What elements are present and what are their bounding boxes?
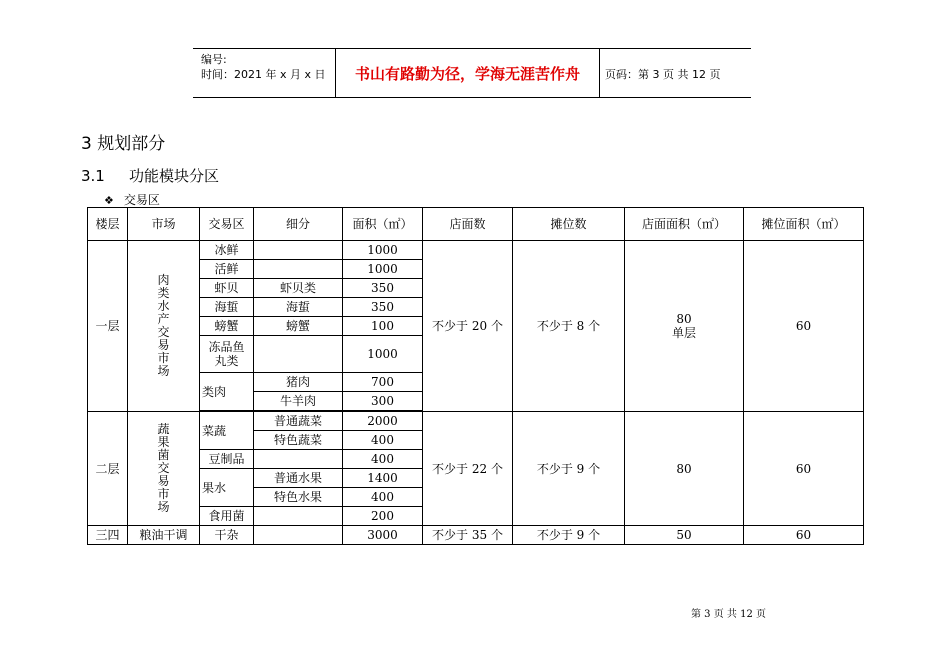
stall-area-cell: 60 [744, 526, 864, 545]
zone-cell: 干杂 [200, 526, 254, 545]
number-label: 编号: [201, 53, 227, 66]
subsection-title: 功能模块分区 [129, 167, 220, 185]
page-header [193, 48, 751, 98]
store-area-cell: 80 [625, 412, 744, 526]
bullet-item [104, 191, 160, 208]
table-row [88, 412, 864, 431]
zone-cell: 果水 [200, 469, 254, 507]
area-cell: 700 [343, 373, 423, 392]
stalls-cell: 不少于 8 个 [513, 241, 625, 412]
column-header: 楼层 [88, 208, 128, 241]
stalls-cell: 不少于 9 个 [513, 412, 625, 526]
zone-cell: 海蜇 [200, 298, 254, 317]
header-motto: 书山有路勤为径，学海无涯苦作舟 [354, 65, 580, 83]
zone-table [87, 207, 864, 545]
sub-cell: 海蜇 [254, 298, 343, 317]
column-header: 摊位数 [513, 208, 625, 241]
header-page-label: 页码：第 3 页 共 12 页 [605, 68, 721, 81]
area-cell: 2000 [343, 412, 423, 431]
section-heading: 3 规划部分 [81, 134, 166, 154]
column-header: 店面数 [423, 208, 513, 241]
area-cell: 300 [343, 392, 423, 411]
area-cell: 1000 [343, 260, 423, 279]
floor-cell: 三四 [88, 526, 128, 545]
area-cell: 400 [343, 488, 423, 507]
table-header-row [88, 208, 864, 241]
zone-cell: 虾贝 [200, 279, 254, 298]
stores-cell: 不少于 20 个 [423, 241, 513, 412]
sub-cell: 特色蔬菜 [254, 431, 343, 450]
area-cell: 100 [343, 317, 423, 336]
store-area-note: 单层 [671, 326, 696, 340]
stalls-cell: 不少于 9 个 [513, 526, 625, 545]
sub-cell: 猪肉 [254, 373, 343, 392]
area-cell: 1400 [343, 469, 423, 488]
zone-cell: 螃蟹 [200, 317, 254, 336]
zone-cell: 食用菌 [200, 507, 254, 526]
zone-cell: 类肉 [200, 373, 254, 411]
area-cell: 350 [343, 279, 423, 298]
sub-cell: 普通蔬菜 [254, 412, 343, 431]
table-row [88, 241, 864, 260]
area-cell: 400 [343, 450, 423, 469]
zone-cell: 豆制品 [200, 450, 254, 469]
sub-cell [254, 507, 343, 526]
diamond-bullet-icon: ❖ [104, 194, 114, 207]
market-cell [128, 241, 200, 412]
sub-cell [254, 336, 343, 373]
column-header: 细分 [254, 208, 343, 241]
sub-cell: 特色水果 [254, 488, 343, 507]
market-cell [128, 412, 200, 526]
time-label: 时间：2021 年 x 月 x 日 [201, 68, 326, 81]
zone-cell: 活鲜 [200, 260, 254, 279]
sub-cell: 普通水果 [254, 469, 343, 488]
area-cell: 350 [343, 298, 423, 317]
column-header: 摊位面积（㎡） [744, 208, 864, 241]
zone-name: 冻品鱼丸类 [208, 340, 245, 368]
area-cell: 1000 [343, 336, 423, 373]
sub-cell [254, 260, 343, 279]
area-cell: 400 [343, 431, 423, 450]
store-area-value: 80 [676, 312, 692, 326]
sub-cell: 虾贝类 [254, 279, 343, 298]
page-footer: 第 3 页 共 12 页 [691, 609, 766, 620]
market-name: 蔬果菌交易市场 [157, 422, 170, 514]
stall-area-cell: 60 [744, 241, 864, 412]
stores-cell: 不少于 22 个 [423, 412, 513, 526]
zone-cell [200, 336, 254, 373]
column-header: 店面面积（㎡） [625, 208, 744, 241]
zone-cell: 菜蔬 [200, 412, 254, 450]
bullet-text: 交易区 [123, 193, 160, 207]
store-area-cell [625, 241, 744, 412]
column-header: 市场 [128, 208, 200, 241]
market-cell: 粮油干调 [128, 526, 200, 545]
stores-cell: 不少于 35 个 [423, 526, 513, 545]
sub-cell [254, 450, 343, 469]
sub-cell: 牛羊肉 [254, 392, 343, 411]
sub-cell: 螃蟹 [254, 317, 343, 336]
zone-cell: 冰鲜 [200, 241, 254, 260]
sub-cell [254, 241, 343, 260]
store-area-cell: 50 [625, 526, 744, 545]
table-row [88, 526, 864, 545]
area-cell: 3000 [343, 526, 423, 545]
floor-cell: 二层 [88, 412, 128, 526]
subsection-number: 3.1 [81, 167, 105, 185]
column-header: 交易区 [200, 208, 254, 241]
stall-area-cell: 60 [744, 412, 864, 526]
header-divider [599, 49, 600, 97]
market-name: 肉类水产交易市场 [157, 273, 170, 378]
sub-cell [254, 526, 343, 545]
area-cell: 1000 [343, 241, 423, 260]
floor-cell: 一层 [88, 241, 128, 412]
area-cell: 200 [343, 507, 423, 526]
subsection-heading [81, 165, 219, 186]
header-meta [201, 52, 326, 82]
column-header: 面积（㎡） [343, 208, 423, 241]
